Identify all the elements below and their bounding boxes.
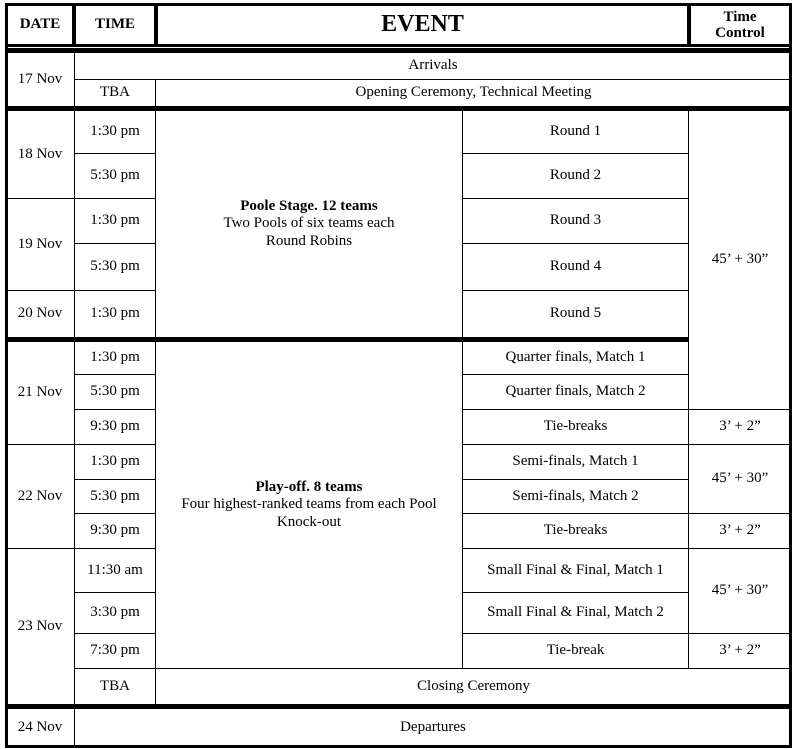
- event-final-match-2: Small Final & Final, Match 2: [462, 592, 689, 634]
- event-arrivals: Arrivals: [74, 52, 792, 80]
- time-opening: TBA: [74, 79, 156, 107]
- header-time-control-line2: Control: [715, 25, 765, 41]
- playoff-stage-line3: Knock-out: [276, 513, 342, 530]
- event-quarter-final-1: Quarter finals, Match 1: [462, 341, 689, 375]
- day-19-nov: 19 Nov: [5, 198, 75, 291]
- day-21-nov: 21 Nov: [5, 341, 75, 445]
- header-date: DATE: [5, 3, 75, 47]
- event-round-1: Round 1: [462, 110, 689, 154]
- separator-departures: [5, 704, 792, 708]
- event-round-2: Round 2: [462, 153, 689, 199]
- day-24-nov: 24 Nov: [5, 708, 75, 748]
- event-quarter-final-2: Quarter finals, Match 2: [462, 374, 689, 410]
- event-semi-final-2: Semi-finals, Match 2: [462, 479, 689, 514]
- event-round-4: Round 4: [462, 243, 689, 291]
- border-left: [5, 3, 8, 748]
- time-sf2: 5:30 pm: [74, 479, 156, 514]
- time-qf2: 5:30 pm: [74, 374, 156, 410]
- time-control-classic-22: 45’ + 30”: [688, 444, 792, 514]
- event-final-match-1: Small Final & Final, Match 1: [462, 548, 689, 593]
- header-time: TIME: [73, 3, 157, 47]
- time-sf1: 1:30 pm: [74, 444, 156, 480]
- day-17-nov: 17 Nov: [5, 52, 75, 107]
- event-closing-ceremony: Closing Ceremony: [155, 668, 792, 705]
- separator-opening: [5, 106, 792, 110]
- time-final-2: 3:30 pm: [74, 592, 156, 634]
- event-round-3: Round 3: [462, 198, 689, 244]
- event-tiebreaks-21: Tie-breaks: [462, 409, 689, 445]
- separator-stages: [74, 337, 689, 341]
- day-22-nov: 22 Nov: [5, 444, 75, 549]
- event-tiebreaks-22: Tie-breaks: [462, 513, 689, 549]
- pool-stage-line3: Round Robins: [265, 232, 353, 249]
- pool-stage-title: Poole Stage. 12 teams: [240, 197, 378, 214]
- playoff-stage-title: Play-off. 8 teams: [255, 478, 363, 495]
- time-control-blitz-21: 3’ + 2”: [688, 409, 792, 445]
- time-control-classic-23: 45’ + 30”: [688, 548, 792, 634]
- event-opening-ceremony: Opening Ceremony, Technical Meeting: [155, 79, 792, 107]
- event-tiebreak-23: Tie-break: [462, 633, 689, 669]
- time-round-5: 1:30 pm: [74, 290, 156, 338]
- time-control-blitz-22: 3’ + 2”: [688, 513, 792, 549]
- pool-stage-description: [155, 110, 463, 338]
- event-semi-final-1: Semi-finals, Match 1: [462, 444, 689, 480]
- time-round-2: 5:30 pm: [74, 153, 156, 199]
- time-round-1: 1:30 pm: [74, 110, 156, 154]
- event-round-5: Round 5: [462, 290, 689, 338]
- playoff-stage-description: [155, 341, 463, 669]
- time-final-1: 11:30 am: [74, 548, 156, 593]
- separator-header: [5, 48, 792, 52]
- playoff-stage-line2: Four highest-ranked teams from each Pool: [181, 496, 437, 513]
- time-control-blitz-23: 3’ + 2”: [688, 633, 792, 669]
- time-round-3: 1:30 pm: [74, 198, 156, 244]
- header-time-control: [688, 3, 792, 47]
- header-time-control-line1: Time: [723, 8, 757, 25]
- time-tiebreaks-21: 9:30 pm: [74, 409, 156, 445]
- time-round-4: 5:30 pm: [74, 243, 156, 291]
- event-departures: Departures: [74, 708, 792, 748]
- day-23-nov: 23 Nov: [5, 548, 75, 705]
- pool-stage-line2: Two Pools of six teams each: [223, 215, 395, 232]
- separator-date-stages: [5, 337, 75, 341]
- time-qf1: 1:30 pm: [74, 341, 156, 375]
- day-18-nov: 18 Nov: [5, 110, 75, 199]
- time-closing: TBA: [74, 668, 156, 705]
- time-tiebreak-23: 7:30 pm: [74, 633, 156, 669]
- time-control-classic-main: 45’ + 30”: [688, 110, 792, 410]
- header-event: EVENT: [155, 3, 690, 47]
- day-20-nov: 20 Nov: [5, 290, 75, 338]
- time-tiebreaks-22: 9:30 pm: [74, 513, 156, 549]
- border-right: [789, 3, 792, 748]
- border-bottom: [5, 745, 792, 748]
